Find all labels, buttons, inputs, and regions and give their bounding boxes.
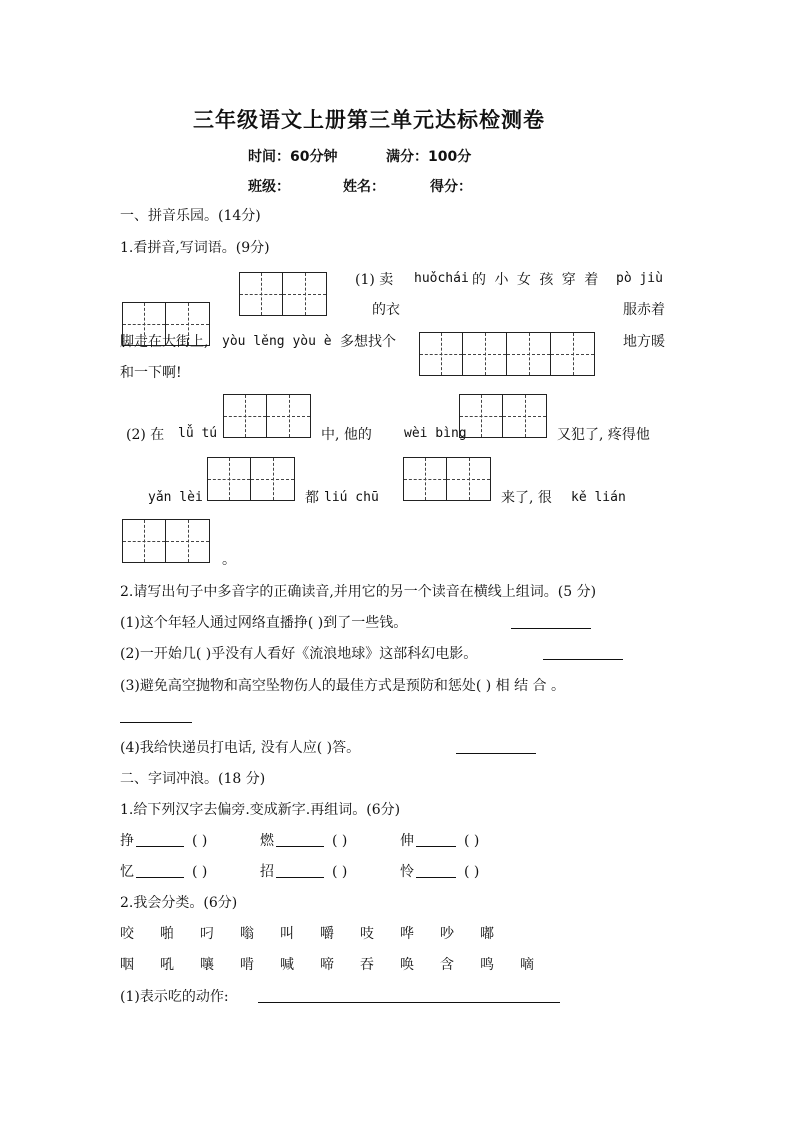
exam-time: 时间：60分钟 [248,149,338,165]
char: 叼 [200,926,214,942]
p1-text-c: 的衣 [372,302,400,318]
name-label: 姓名： [343,179,385,195]
radical-char: 燃 [260,833,274,849]
radical-char: 伸 [400,833,414,849]
char: 吼 [160,957,174,973]
p2-text-e: 来了, 很 [501,490,552,506]
word-paren: ( ) [192,864,208,880]
char: 嘀 [520,957,534,973]
score-label: 得分： [430,179,472,195]
p1-text-e: 脚走在大街上, [120,334,209,350]
writing-grid-kelian[interactable] [122,519,210,563]
pinyin-kelian: kě lián [571,490,626,505]
char: 吞 [360,957,374,973]
polyphone-item-4: (4)我给快递员打电话, 没有人应( )答。 [120,740,361,756]
p1-text-f: 多想找个 [340,334,396,350]
answer-line-2[interactable] [543,645,623,660]
word-paren: ( ) [464,833,480,849]
char: 嚷 [200,957,214,973]
char: 嚼 [320,926,334,942]
char: 唤 [400,957,414,973]
pinyin-pojiu: pò jiù [616,271,663,286]
question-2-1-heading: 1.给下列汉字去偏旁.变成新字.再组词。(6分) [120,802,401,818]
answer-line[interactable] [136,832,184,847]
pinyin-yanlei: yǎn lèi [148,490,203,505]
answer-line-3[interactable] [120,708,192,723]
char: 叫 [280,926,294,942]
pinyin-lvtu: lǚ tú [178,426,218,441]
answer-line[interactable] [416,863,456,878]
answer-line-4[interactable] [456,739,536,754]
p1-text-h: 和一下啊! [120,365,182,381]
word-paren: ( ) [332,833,348,849]
page-title: 三年级语文上册第三单元达标检测卷 [193,108,545,132]
p2-text-c: 又犯了, 疼得他 [557,427,650,443]
p1-text-g: 地方暖 [623,334,665,350]
answer-line[interactable] [136,863,184,878]
word-paren: ( ) [464,864,480,880]
writing-grid-yanlei[interactable] [207,457,295,501]
radical-char: 挣 [120,833,134,849]
char: 哗 [400,926,414,942]
char: 啃 [240,957,254,973]
char: 啪 [160,926,174,942]
polyphone-item-3: (3)避免高空抛物和高空坠物伤人的最佳方式是预防和惩处( ) 相 结 合 。 [120,678,566,694]
answer-line-classify-1[interactable] [258,988,560,1003]
char: 吵 [440,926,454,942]
writing-grid-huochai[interactable] [239,272,327,316]
section-1-heading: 一、拼音乐园。(14分) [120,208,261,224]
class-label: 班级： [248,179,290,195]
char-row-2 [120,956,560,974]
question-1-1-heading: 1.看拼音,写词语。(9分) [120,240,270,256]
word-paren: ( ) [332,864,348,880]
classify-sub-1: (1)表示吃的动作: [120,989,229,1005]
p1-text-a: (1) 卖 [355,272,394,288]
writing-grid-liuchu[interactable] [403,457,491,501]
writing-grid-youlengyoue[interactable] [419,332,595,376]
exam-total-score: 满分：100分 [386,149,472,165]
char: 咬 [120,926,134,942]
radical-char: 怜 [400,864,414,880]
char: 喊 [280,957,294,973]
char: 咽 [120,957,134,973]
char: 啼 [320,957,334,973]
answer-line[interactable] [276,832,324,847]
char: 嘟 [480,926,494,942]
question-2-2-heading: 2.我会分类。(6分) [120,895,238,911]
p2-text-end: 。 [222,552,236,568]
radical-char: 招 [260,864,274,880]
writing-grid-lvtu[interactable] [223,394,311,438]
radical-char: 忆 [120,864,134,880]
char-row-1 [120,925,520,943]
answer-line[interactable] [416,832,456,847]
pinyin-huochai: huǒchái [414,271,469,286]
pinyin-liuchu: liú chū [324,490,379,505]
pinyin-youlengyoue: yòu lěng yòu è [222,334,332,349]
polyphone-item-1: (1)这个年轻人通过网络直播挣( )到了一些钱。 [120,615,408,631]
p2-text-b: 中, 他的 [321,427,372,443]
p1-text-d: 服赤着 [623,302,665,318]
writing-grid-weibing[interactable] [459,394,547,438]
p2-text-d: 都 [305,490,319,506]
pinyin-weibing: wèi bìng [404,426,467,441]
question-1-2-heading: 2.请写出句子中多音字的正确读音,并用它的另一个读音在横线上组词。(5 分) [120,584,597,600]
char: 吱 [360,926,374,942]
answer-line[interactable] [276,863,324,878]
char: 鸣 [480,957,494,973]
char: 嗡 [240,926,254,942]
answer-line-1[interactable] [511,614,591,629]
section-2-heading: 二、字词冲浪。(18 分) [120,771,266,787]
polyphone-item-2: (2)一开始几( )乎没有人看好《流浪地球》这部科幻电影。 [120,646,478,662]
word-paren: ( ) [192,833,208,849]
char: 含 [440,957,454,973]
p1-text-b: 的 小 女 孩 穿 着 [472,272,601,288]
p2-text-a: (2) 在 [126,427,165,443]
